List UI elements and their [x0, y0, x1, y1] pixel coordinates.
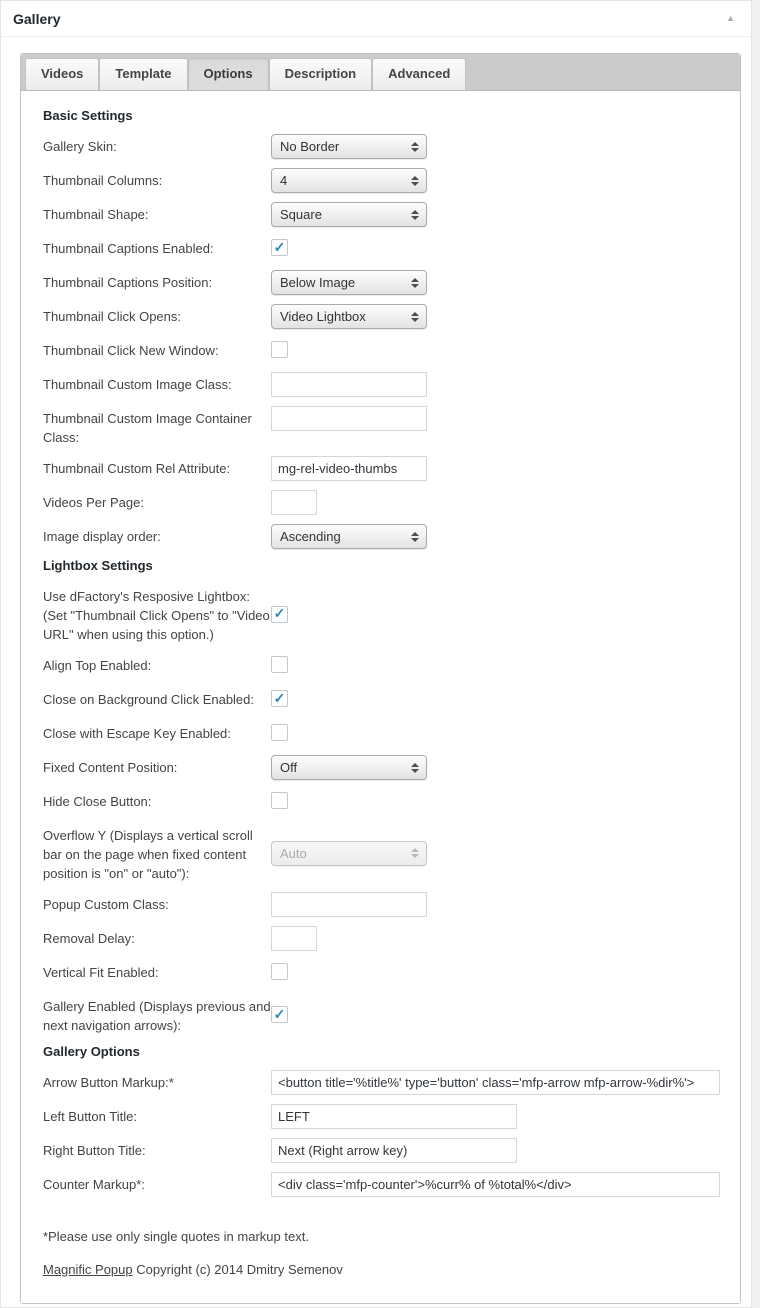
select-arrows-icon: [411, 278, 419, 288]
form-row-counter-markup: [43, 1172, 720, 1197]
hide-close-button-checkbox[interactable]: [271, 792, 288, 809]
section-heading-lightbox-settings: Lightbox Settings: [43, 558, 153, 573]
form-row-removal-delay: [43, 926, 720, 951]
check-icon: ✓: [273, 1005, 286, 1022]
overflow-y-select: [271, 841, 427, 866]
check-icon: ✓: [273, 238, 286, 255]
popup-custom-class-input[interactable]: [271, 892, 427, 917]
credit-line: [43, 1261, 720, 1279]
thumbnail-click-new-window-label: Thumbnail Click New Window:: [43, 343, 219, 358]
options-tab-panel: [21, 91, 740, 1303]
image-display-order-label: Image display order:: [43, 529, 161, 544]
form-row-thumbnail-custom-rel-attribute: [43, 456, 720, 481]
hide-close-button-label: Hide Close Button:: [43, 794, 152, 809]
tab-advanced[interactable]: Advanced: [372, 58, 466, 90]
metabox-body: [1, 37, 751, 1307]
fixed-content-position-select[interactable]: [271, 755, 427, 780]
check-icon: ✓: [273, 605, 286, 621]
form-row-thumbnail-click-new-window: [43, 338, 720, 363]
thumbnail-columns-select[interactable]: [271, 168, 427, 193]
close-on-background-click-checkbox[interactable]: [271, 690, 288, 707]
form-row-gallery-skin: [43, 134, 720, 159]
thumbnail-captions-position-select-value: Below Image: [280, 275, 356, 290]
form-row-use-dfactory-lightbox: [43, 584, 720, 644]
thumbnail-captions-enabled-checkbox[interactable]: [271, 239, 288, 256]
form-row-thumbnail-captions-position: [43, 270, 720, 295]
collapse-toggle-button[interactable]: [722, 10, 739, 27]
thumbnail-click-opens-label: Thumbnail Click Opens:: [43, 309, 181, 324]
thumbnail-shape-label: Thumbnail Shape:: [43, 207, 149, 222]
vertical-fit-enabled-checkbox[interactable]: [271, 963, 288, 980]
thumbnail-custom-image-class-input[interactable]: [271, 372, 427, 397]
videos-per-page-input[interactable]: [271, 490, 317, 515]
form-row-gallery-enabled: [43, 994, 720, 1035]
check-icon: ✓: [273, 689, 286, 706]
align-top-enabled-checkbox[interactable]: [271, 656, 288, 673]
use-dfactory-lightbox-checkbox[interactable]: [271, 606, 288, 623]
form-row-videos-per-page: [43, 490, 720, 515]
removal-delay-input[interactable]: [271, 926, 317, 951]
form-row-thumbnail-columns: [43, 168, 720, 193]
form-row-thumbnail-custom-image-class: [43, 372, 720, 397]
gallery-skin-label: Gallery Skin:: [43, 139, 117, 154]
collapse-icon: ▲: [726, 13, 735, 23]
select-arrows-icon: [411, 142, 419, 152]
gallery-skin-select[interactable]: [271, 134, 427, 159]
tab-description[interactable]: Description: [269, 58, 373, 90]
form-row-close-on-background-click: [43, 687, 720, 712]
section-heading-basic-settings: Basic Settings: [43, 108, 133, 123]
tab-template[interactable]: Template: [99, 58, 187, 90]
form-row-image-display-order: [43, 524, 720, 549]
gallery-enabled-checkbox[interactable]: [271, 1006, 288, 1023]
counter-markup-input[interactable]: [271, 1172, 720, 1197]
overflow-y-label: Overflow Y (Displays a vertical scroll bar on the page when fixed content position is "on" or "auto"):: [43, 828, 253, 881]
form-row-fixed-content-position: [43, 755, 720, 780]
gallery-tabs-widget: [20, 53, 741, 1304]
right-button-title-input[interactable]: [271, 1138, 517, 1163]
form-row-align-top-enabled: [43, 653, 720, 678]
magnific-popup-link[interactable]: Magnific Popup: [43, 1262, 133, 1277]
image-display-order-select[interactable]: [271, 524, 427, 549]
removal-delay-label: Removal Delay:: [43, 931, 135, 946]
metabox-header: [1, 1, 751, 37]
fixed-content-position-select-value: Off: [280, 760, 298, 775]
align-top-enabled-label: Align Top Enabled:: [43, 658, 152, 673]
form-row-close-with-escape-key: [43, 721, 720, 746]
form-row-thumbnail-captions-enabled: [43, 236, 720, 261]
metabox-title: Gallery: [13, 10, 61, 27]
right-button-title-label: Right Button Title:: [43, 1143, 146, 1158]
gallery-skin-select-value: No Border: [280, 139, 340, 154]
overflow-y-select-value: Auto: [280, 845, 307, 861]
close-on-background-click-label: Close on Background Click Enabled:: [43, 692, 255, 707]
close-with-escape-key-label: Close with Escape Key Enabled:: [43, 726, 231, 741]
image-display-order-select-value: Ascending: [280, 529, 341, 544]
thumbnail-captions-enabled-label: Thumbnail Captions Enabled:: [43, 241, 214, 256]
select-arrows-icon: [411, 176, 419, 186]
thumbnail-click-opens-select[interactable]: [271, 304, 427, 329]
thumbnail-columns-label: Thumbnail Columns:: [43, 173, 163, 188]
form-row-thumbnail-custom-image-container-class: [43, 406, 720, 447]
tab-videos[interactable]: Videos: [25, 58, 99, 90]
close-with-escape-key-checkbox[interactable]: [271, 724, 288, 741]
thumbnail-custom-image-container-class-input[interactable]: [271, 406, 427, 431]
thumbnail-custom-rel-attribute-label: Thumbnail Custom Rel Attribute:: [43, 461, 231, 476]
form-row-hide-close-button: [43, 789, 720, 814]
left-button-title-input[interactable]: [271, 1104, 517, 1129]
form-row-popup-custom-class: [43, 892, 720, 917]
videos-per-page-label: Videos Per Page:: [43, 495, 144, 510]
popup-custom-class-label: Popup Custom Class:: [43, 897, 169, 912]
counter-markup-label: Counter Markup*:: [43, 1177, 145, 1192]
select-arrows-icon: [411, 763, 419, 773]
thumbnail-columns-select-value: 4: [280, 173, 288, 188]
gallery-enabled-label: Gallery Enabled (Displays previous and next navigation arrows):: [43, 999, 271, 1033]
thumbnail-custom-rel-attribute-input[interactable]: [271, 456, 427, 481]
select-arrows-icon: [411, 532, 419, 542]
form-row-left-button-title: [43, 1104, 720, 1129]
credit-text: Copyright (c) 2014 Dmitry Semenov: [132, 1262, 343, 1277]
form-row-arrow-button-markup: [43, 1070, 720, 1095]
form-row-thumbnail-click-opens: [43, 304, 720, 329]
select-arrows-icon: [411, 848, 419, 858]
thumbnail-custom-image-container-class-label: Thumbnail Custom Image Container Class:: [43, 411, 252, 445]
select-arrows-icon: [411, 210, 419, 220]
form-row-vertical-fit-enabled: [43, 960, 720, 985]
thumbnail-click-opens-select-value: Video Lightbox: [280, 309, 366, 324]
thumbnail-custom-image-class-label: Thumbnail Custom Image Class:: [43, 377, 232, 392]
thumbnail-captions-position-label: Thumbnail Captions Position:: [43, 275, 213, 290]
form-row-right-button-title: [43, 1138, 720, 1163]
form-row-thumbnail-shape: [43, 202, 720, 227]
arrow-button-markup-label: Arrow Button Markup:*: [43, 1075, 174, 1090]
thumbnail-click-new-window-checkbox[interactable]: [271, 341, 288, 358]
use-dfactory-lightbox-label: Use dFactory's Resposive Lightbox: (Set "Thumbnail Click Opens" to "Video URL" when using this option.): [43, 589, 270, 642]
arrow-button-markup-input[interactable]: [271, 1070, 720, 1095]
single-quotes-footnote: *Please use only single quotes in markup text.: [43, 1229, 309, 1244]
tab-options[interactable]: Options: [188, 58, 269, 90]
vertical-fit-enabled-label: Vertical Fit Enabled:: [43, 965, 159, 980]
form-row-overflow-y: [43, 823, 720, 883]
thumbnail-shape-select[interactable]: [271, 202, 427, 227]
thumbnail-captions-position-select[interactable]: [271, 270, 427, 295]
thumbnail-shape-select-value: Square: [280, 207, 322, 222]
select-arrows-icon: [411, 312, 419, 322]
left-button-title-label: Left Button Title:: [43, 1109, 137, 1124]
fixed-content-position-label: Fixed Content Position:: [43, 760, 178, 775]
section-heading-gallery-options: Gallery Options: [43, 1044, 140, 1059]
tab-bar: [21, 54, 740, 91]
